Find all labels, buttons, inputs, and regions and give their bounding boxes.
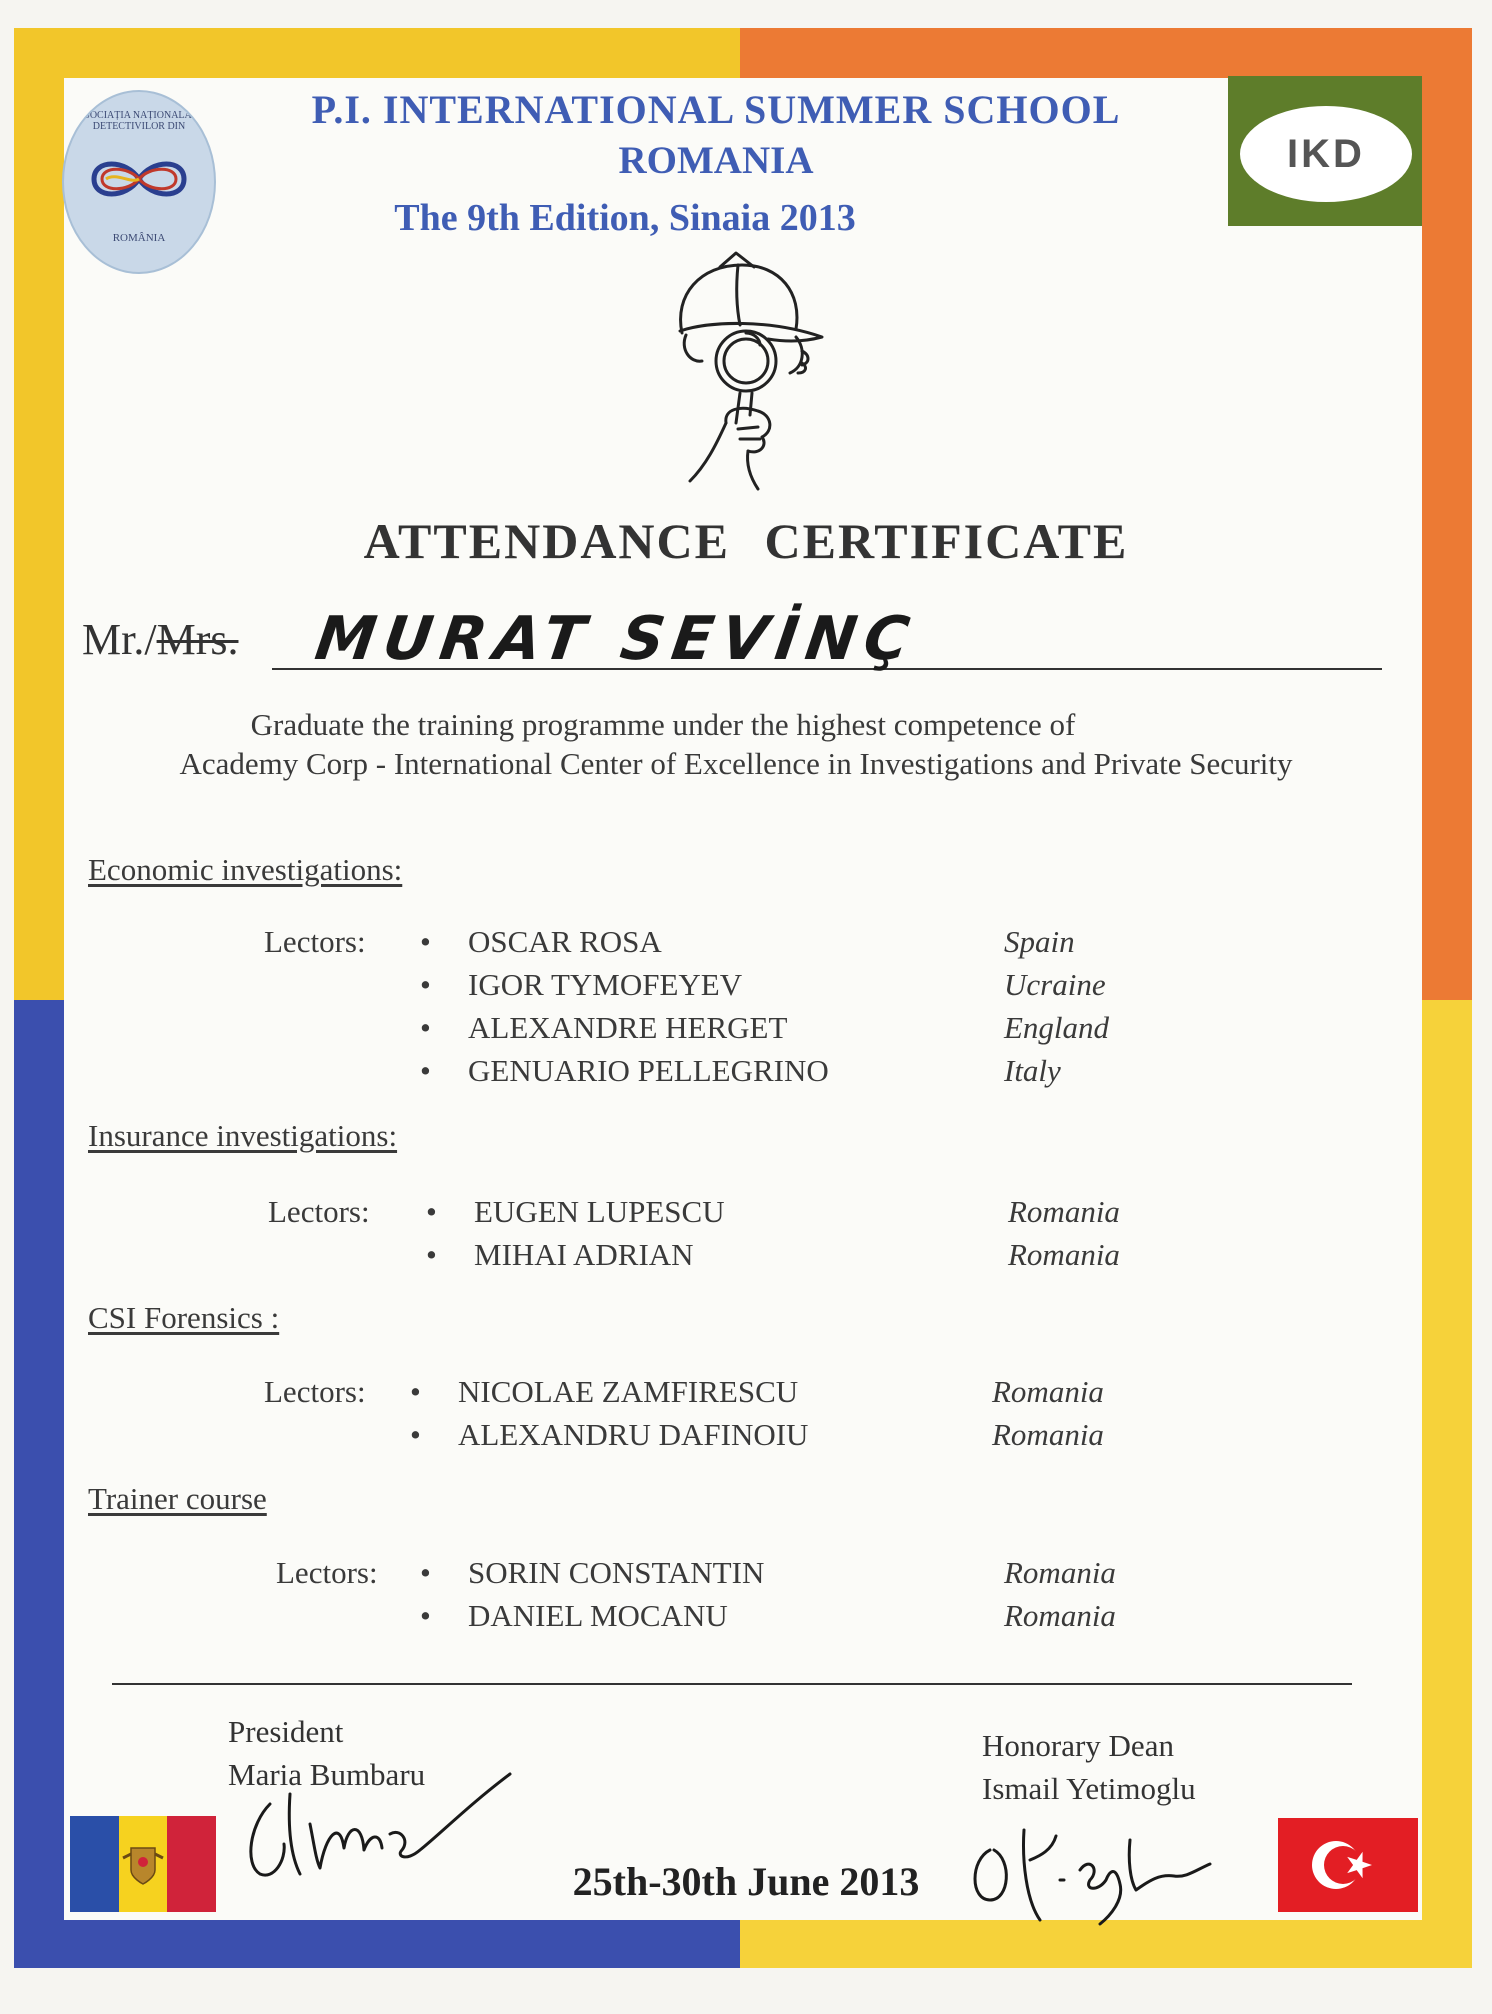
frame-top-right [740, 28, 1472, 78]
association-seal [62, 90, 216, 274]
dean-name: Ismail Yetimoglu [982, 1771, 1196, 1806]
bullet: • [420, 1555, 431, 1590]
lector-name: EUGEN LUPESCU [474, 1194, 725, 1229]
frame-right-bottom [1422, 1000, 1472, 1968]
lector-country: Romania [1004, 1555, 1116, 1590]
bullet: • [410, 1417, 421, 1452]
description-line-2: Academy Corp - International Center of Excellence in Investigations and Private Security [179, 746, 1293, 781]
lector-name: ALEXANDRE HERGET [468, 1010, 788, 1045]
president-role: President [228, 1714, 344, 1749]
lector-country: Romania [992, 1374, 1104, 1409]
frame-left-bottom [14, 1000, 64, 1968]
ikd-logo-text: IKD [1240, 106, 1412, 202]
infinity-seal-icon [86, 154, 192, 204]
lectors-label: Lectors: [268, 1194, 370, 1229]
detective-magnifier-icon [650, 245, 830, 495]
lector-country: Romania [992, 1417, 1104, 1452]
lector-country: Ucraine [1004, 967, 1106, 1002]
lector-name: NICOLAE ZAMFIRESCU [458, 1374, 799, 1409]
bullet: • [410, 1374, 421, 1409]
turkey-flag-icon [1278, 1818, 1418, 1912]
lector-name: ALEXANDRU DAFINOIU [458, 1417, 809, 1452]
lector-country: Italy [1004, 1053, 1061, 1088]
lector-name: IGOR TYMOFEYEV [468, 967, 743, 1002]
lectors-label: Lectors: [264, 924, 366, 959]
bullet: • [420, 1010, 431, 1045]
seal-bottom-text: ROMÂNIA [112, 232, 166, 244]
salutation [82, 614, 238, 665]
bullet: • [420, 1598, 431, 1633]
lector-country: Romania [1008, 1194, 1120, 1229]
lector-name: OSCAR ROSA [468, 924, 662, 959]
lectors-label: Lectors: [264, 1374, 366, 1409]
course-dates: 25th-30th June 2013 [572, 1859, 920, 1904]
seal-top-text: ASOCIAȚIA NAȚIONALĂ A DETECTIVILOR DIN [77, 110, 201, 132]
section-title: Economic investigations: [88, 852, 403, 887]
bullet: • [426, 1194, 437, 1229]
bullet: • [420, 924, 431, 959]
school-edition: The 9th Edition, Sinaia 2013 [394, 197, 856, 239]
lector-country: Spain [1004, 924, 1075, 959]
lector-name: MIHAI ADRIAN [474, 1237, 694, 1272]
lector-country: Romania [1008, 1237, 1120, 1272]
frame-bottom-left [14, 1920, 740, 1968]
lector-country: England [1004, 1010, 1110, 1045]
footer-separator [112, 1683, 1352, 1685]
moldova-flag-icon [70, 1816, 216, 1912]
section-title: Insurance investigations: [88, 1118, 398, 1153]
lector-name: GENUARIO PELLEGRINO [468, 1053, 829, 1088]
lectors-label: Lectors: [276, 1555, 378, 1590]
lector-name: DANIEL MOCANU [468, 1598, 728, 1633]
bullet: • [420, 1053, 431, 1088]
recipient-name: MURAT SEVİNÇ [311, 604, 922, 674]
salutation-mrs-struck: Mrs. [156, 615, 239, 664]
section-title: Trainer course [88, 1481, 267, 1516]
dean-role: Honorary Dean [982, 1728, 1174, 1763]
certificate-title: ATTENDANCE CERTIFICATE [363, 513, 1129, 569]
lector-country: Romania [1004, 1598, 1116, 1633]
president-name: Maria Bumbaru [228, 1757, 426, 1792]
salutation-mr: Mr./ [82, 615, 157, 664]
school-title: P.I. INTERNATIONAL SUMMER SCHOOL [311, 87, 1121, 132]
lector-name: SORIN CONSTANTIN [468, 1555, 765, 1590]
school-country: ROMANIA [618, 139, 814, 182]
bullet: • [420, 967, 431, 1002]
section-title: CSI Forensics : [88, 1300, 280, 1335]
description-line-1: Graduate the training programme under the highest competence of [250, 707, 1076, 742]
bullet: • [426, 1237, 437, 1272]
frame-top-left [14, 28, 740, 78]
